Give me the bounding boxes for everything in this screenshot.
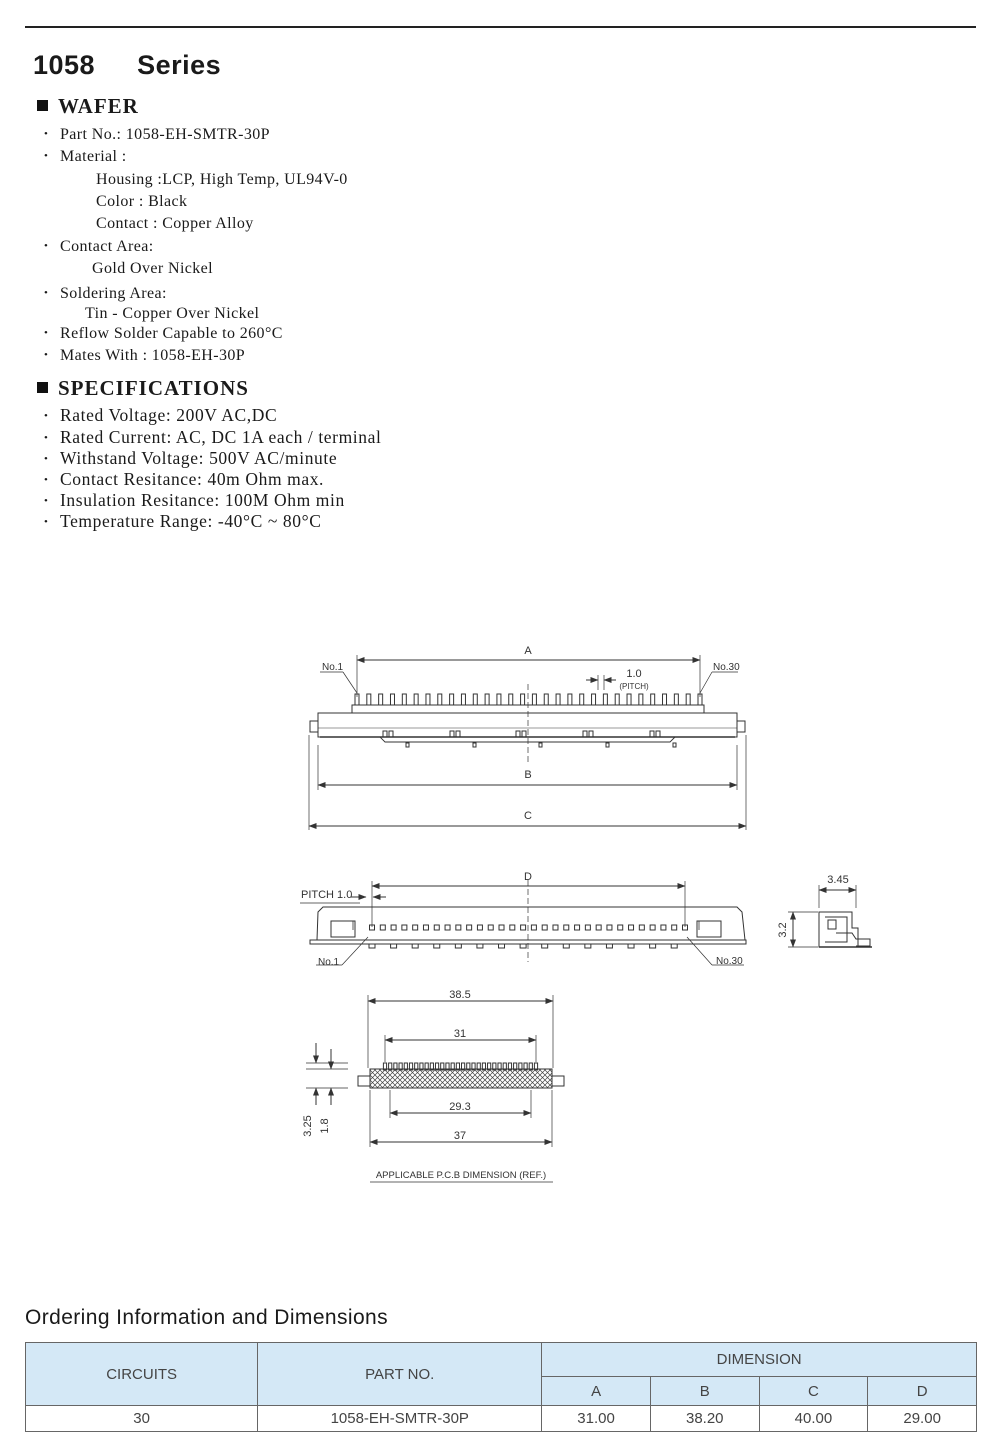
contact-pin bbox=[556, 694, 560, 705]
pcb-caption: APPLICABLE P.C.B DIMENSION (REF.) bbox=[375, 1170, 547, 1181]
housing-boss bbox=[589, 731, 593, 737]
square-bullet-icon bbox=[37, 100, 48, 111]
pcb-pad bbox=[524, 1063, 527, 1070]
contact-pin bbox=[426, 694, 430, 705]
spec-line: • Rated Current: AC, DC 1A each / terminal bbox=[44, 427, 382, 447]
bullet-icon: • bbox=[44, 410, 49, 422]
bullet-icon: • bbox=[44, 453, 49, 465]
contact-pin bbox=[674, 694, 678, 705]
pcb-18-label: 1.8 bbox=[319, 1118, 331, 1134]
pcb-pad bbox=[441, 1063, 444, 1070]
contact-pin bbox=[380, 925, 385, 930]
pcb-pad bbox=[399, 1063, 402, 1070]
col-header-part: PART NO. bbox=[258, 1343, 542, 1406]
pcb-pad bbox=[415, 1063, 418, 1070]
bullet-icon: • bbox=[44, 327, 49, 339]
cell-circuits: 30 bbox=[26, 1406, 258, 1432]
bottom-view bbox=[300, 880, 746, 965]
solder-tail bbox=[671, 944, 677, 948]
contact-pin bbox=[532, 694, 536, 705]
pcb-pad bbox=[394, 1063, 397, 1070]
housing-boss bbox=[650, 731, 654, 737]
pcb-325-label: 3.25 bbox=[302, 1115, 314, 1137]
contact-pin bbox=[391, 925, 396, 930]
contact-pin bbox=[445, 925, 450, 930]
housing-boss bbox=[606, 743, 609, 747]
pcb-pad bbox=[477, 1063, 480, 1070]
housing-boss bbox=[406, 743, 409, 747]
contact-pin bbox=[423, 925, 428, 930]
ordering-title: Ordering Information and Dimensions bbox=[25, 1306, 389, 1329]
pcb-pad bbox=[488, 1063, 491, 1070]
pcb-pad bbox=[514, 1063, 517, 1070]
contact-pin bbox=[651, 694, 655, 705]
housing-boss bbox=[473, 743, 476, 747]
contact-pin bbox=[615, 694, 619, 705]
contact-pin bbox=[390, 694, 394, 705]
wafer-heading: WAFER bbox=[37, 94, 139, 119]
contact-pin bbox=[488, 925, 493, 930]
wafer-line: • Soldering Area: bbox=[44, 285, 167, 302]
contact-pin bbox=[544, 694, 548, 705]
pcb-pad bbox=[425, 1063, 428, 1070]
contact-pin bbox=[367, 694, 371, 705]
housing-boss bbox=[673, 743, 676, 747]
solder-tail bbox=[628, 944, 634, 948]
pitch-word-label: (PITCH) bbox=[619, 682, 649, 691]
side-height-label: 3.2 bbox=[777, 922, 789, 938]
solder-tail bbox=[585, 944, 591, 948]
contact-pin bbox=[661, 925, 666, 930]
contact-pin bbox=[603, 694, 607, 705]
col-header-b: B bbox=[650, 1377, 759, 1406]
solder-tail bbox=[369, 944, 375, 948]
pcb-pad bbox=[472, 1063, 475, 1070]
contact-pin bbox=[607, 925, 612, 930]
contact-pin bbox=[564, 925, 569, 930]
contact-pin bbox=[596, 925, 601, 930]
contact-pin bbox=[450, 694, 454, 705]
contact-pin bbox=[663, 694, 667, 705]
pcb-pad bbox=[409, 1063, 412, 1070]
pcb-pad bbox=[493, 1063, 496, 1070]
wafer-line: • Mates With : 1058-EH-30P bbox=[44, 347, 246, 364]
housing-boss bbox=[656, 731, 660, 737]
solder-tail bbox=[391, 944, 397, 948]
contact-pin bbox=[639, 925, 644, 930]
contact-pin bbox=[686, 694, 690, 705]
housing-boss bbox=[539, 743, 542, 747]
side-view bbox=[788, 885, 872, 947]
pcb-pad bbox=[519, 1063, 522, 1070]
contact-pin bbox=[553, 925, 558, 930]
col-header-dimension: DIMENSION bbox=[542, 1343, 977, 1377]
dim-label-b: B bbox=[524, 769, 532, 781]
contact-pin bbox=[568, 694, 572, 705]
wafer-line: Contact : Copper Alloy bbox=[96, 215, 254, 232]
bullet-icon: • bbox=[44, 495, 49, 507]
spec-line: • Rated Voltage: 200V AC,DC bbox=[44, 405, 278, 425]
pitch-value-label: 1.0 bbox=[626, 668, 642, 680]
pcb-pad bbox=[446, 1063, 449, 1070]
solder-tail bbox=[606, 944, 612, 948]
dim-label-d: D bbox=[524, 871, 532, 883]
housing-boss bbox=[450, 731, 454, 737]
dim-label-a: A bbox=[524, 645, 532, 657]
contact-pin bbox=[477, 925, 482, 930]
bullet-icon: • bbox=[44, 150, 49, 162]
housing-boss bbox=[389, 731, 393, 737]
wafer-line: • Part No.: 1058-EH-SMTR-30P bbox=[44, 126, 270, 143]
cell-part: 1058-EH-SMTR-30P bbox=[258, 1406, 542, 1432]
pcb-31-label: 31 bbox=[453, 1028, 467, 1040]
pcb-pad bbox=[462, 1063, 465, 1070]
bullet-icon: • bbox=[44, 432, 49, 444]
pcb-pad bbox=[503, 1063, 506, 1070]
contact-pin bbox=[434, 925, 439, 930]
top-view-pins bbox=[355, 694, 702, 705]
solder-tail bbox=[477, 944, 483, 948]
pcb-pad bbox=[498, 1063, 501, 1070]
pcb-pad bbox=[404, 1063, 407, 1070]
contact-pin bbox=[414, 694, 418, 705]
pcb-pad bbox=[451, 1063, 454, 1070]
pcb-pad bbox=[383, 1063, 386, 1070]
wafer-line: • Material : bbox=[44, 148, 127, 165]
pcb-pad bbox=[534, 1063, 537, 1070]
pcb-pad bbox=[508, 1063, 511, 1070]
top-rule bbox=[25, 26, 976, 28]
contact-pin bbox=[467, 925, 472, 930]
contact-pin bbox=[592, 694, 596, 705]
contact-pin bbox=[509, 694, 513, 705]
contact-pin bbox=[438, 694, 442, 705]
contact-pin bbox=[683, 925, 688, 930]
no30-label: No.30 bbox=[713, 662, 740, 673]
pitch-label: PITCH 1.0 bbox=[301, 889, 353, 901]
contact-pin bbox=[650, 925, 655, 930]
solder-tail bbox=[434, 944, 440, 948]
contact-pin bbox=[379, 694, 383, 705]
spec-line: • Withstand Voltage: 500V AC/minute bbox=[44, 448, 338, 468]
square-bullet-icon bbox=[37, 382, 48, 393]
bullet-icon: • bbox=[44, 287, 49, 299]
contact-pin bbox=[370, 925, 375, 930]
wafer-line: • Reflow Solder Capable to 260°C bbox=[44, 325, 283, 342]
contact-pin bbox=[461, 694, 465, 705]
contact-pin bbox=[585, 925, 590, 930]
wafer-line: Tin - Copper Over Nickel bbox=[85, 305, 260, 322]
page-title: 1058 Series bbox=[33, 50, 222, 80]
contact-pin bbox=[639, 694, 643, 705]
contact-pin bbox=[672, 925, 677, 930]
contact-pin bbox=[580, 694, 584, 705]
cell-c: 40.00 bbox=[759, 1406, 868, 1432]
spec-line: • Insulation Resitance: 100M Ohm min bbox=[44, 490, 345, 510]
pcb-pad bbox=[389, 1063, 392, 1070]
pcb-pad bbox=[420, 1063, 423, 1070]
ordering-table bbox=[25, 1342, 977, 1432]
col-header-c: C bbox=[759, 1377, 868, 1406]
bullet-icon: • bbox=[44, 474, 49, 486]
cell-b: 38.20 bbox=[650, 1406, 759, 1432]
dim-label-c: C bbox=[524, 810, 532, 822]
solder-tail bbox=[563, 944, 569, 948]
solder-tail bbox=[520, 944, 526, 948]
specifications-heading: SPECIFICATIONS bbox=[37, 376, 249, 401]
contact-pin bbox=[510, 925, 515, 930]
contact-pin bbox=[413, 925, 418, 930]
cell-a: 31.00 bbox=[542, 1406, 651, 1432]
pcb-pad bbox=[435, 1063, 438, 1070]
pcb-37-label: 37 bbox=[453, 1130, 467, 1142]
bullet-icon: • bbox=[44, 128, 49, 140]
col-header-a: A bbox=[542, 1377, 651, 1406]
pcb-pad bbox=[467, 1063, 470, 1070]
col-header-d: D bbox=[868, 1377, 977, 1406]
spec-line: • Temperature Range: -40°C ~ 80°C bbox=[44, 511, 322, 531]
contact-pin bbox=[402, 694, 406, 705]
housing-boss bbox=[456, 731, 460, 737]
wafer-line: Housing :LCP, High Temp, UL94V-0 bbox=[96, 171, 348, 188]
housing-boss bbox=[522, 731, 526, 737]
solder-tail bbox=[412, 944, 418, 948]
pcb-pad bbox=[482, 1063, 485, 1070]
contact-pin bbox=[499, 925, 504, 930]
bullet-icon: • bbox=[44, 349, 49, 361]
bullet-icon: • bbox=[44, 516, 49, 528]
cell-d: 29.00 bbox=[868, 1406, 977, 1432]
contact-pin bbox=[497, 694, 501, 705]
pcb-293-label: 29.3 bbox=[449, 1101, 471, 1113]
pcb-385-label: 38.5 bbox=[449, 989, 471, 1001]
contact-pin bbox=[698, 694, 702, 705]
table-row bbox=[26, 1406, 977, 1432]
no1-label: No.1 bbox=[322, 662, 344, 673]
housing-boss bbox=[583, 731, 587, 737]
pcb-pad bbox=[456, 1063, 459, 1070]
solder-tail bbox=[455, 944, 461, 948]
side-width-label: 3.45 bbox=[827, 874, 849, 886]
solder-tail bbox=[542, 944, 548, 948]
no1-label-bottom: No.1 bbox=[318, 957, 340, 968]
col-header-circuits: CIRCUITS bbox=[26, 1343, 258, 1406]
contact-pin bbox=[402, 925, 407, 930]
pcb-pad bbox=[529, 1063, 532, 1070]
pcb-pad bbox=[430, 1063, 433, 1070]
housing-boss bbox=[516, 731, 520, 737]
contact-pin bbox=[531, 925, 536, 930]
wafer-line: Gold Over Nickel bbox=[92, 260, 214, 277]
contact-pin bbox=[618, 925, 623, 930]
top-view bbox=[309, 655, 746, 830]
solder-tail bbox=[650, 944, 656, 948]
no30-label-bottom: No.30 bbox=[716, 956, 743, 967]
contact-pin bbox=[355, 694, 359, 705]
contact-pin bbox=[575, 925, 580, 930]
contact-pin bbox=[542, 925, 547, 930]
contact-pin bbox=[456, 925, 461, 930]
wafer-line: Color : Black bbox=[96, 193, 188, 210]
housing-boss bbox=[383, 731, 387, 737]
spec-line: • Contact Resitance: 40m Ohm max. bbox=[44, 469, 325, 489]
contact-pin bbox=[521, 694, 525, 705]
pcb-footprint bbox=[306, 995, 564, 1182]
contact-pin bbox=[629, 925, 634, 930]
bullet-icon: • bbox=[44, 240, 49, 252]
solder-tail bbox=[499, 944, 505, 948]
wafer-line: • Contact Area: bbox=[44, 238, 154, 255]
contact-pin bbox=[627, 694, 631, 705]
contact-pin bbox=[521, 925, 526, 930]
contact-pin bbox=[485, 694, 489, 705]
contact-pin bbox=[473, 694, 477, 705]
